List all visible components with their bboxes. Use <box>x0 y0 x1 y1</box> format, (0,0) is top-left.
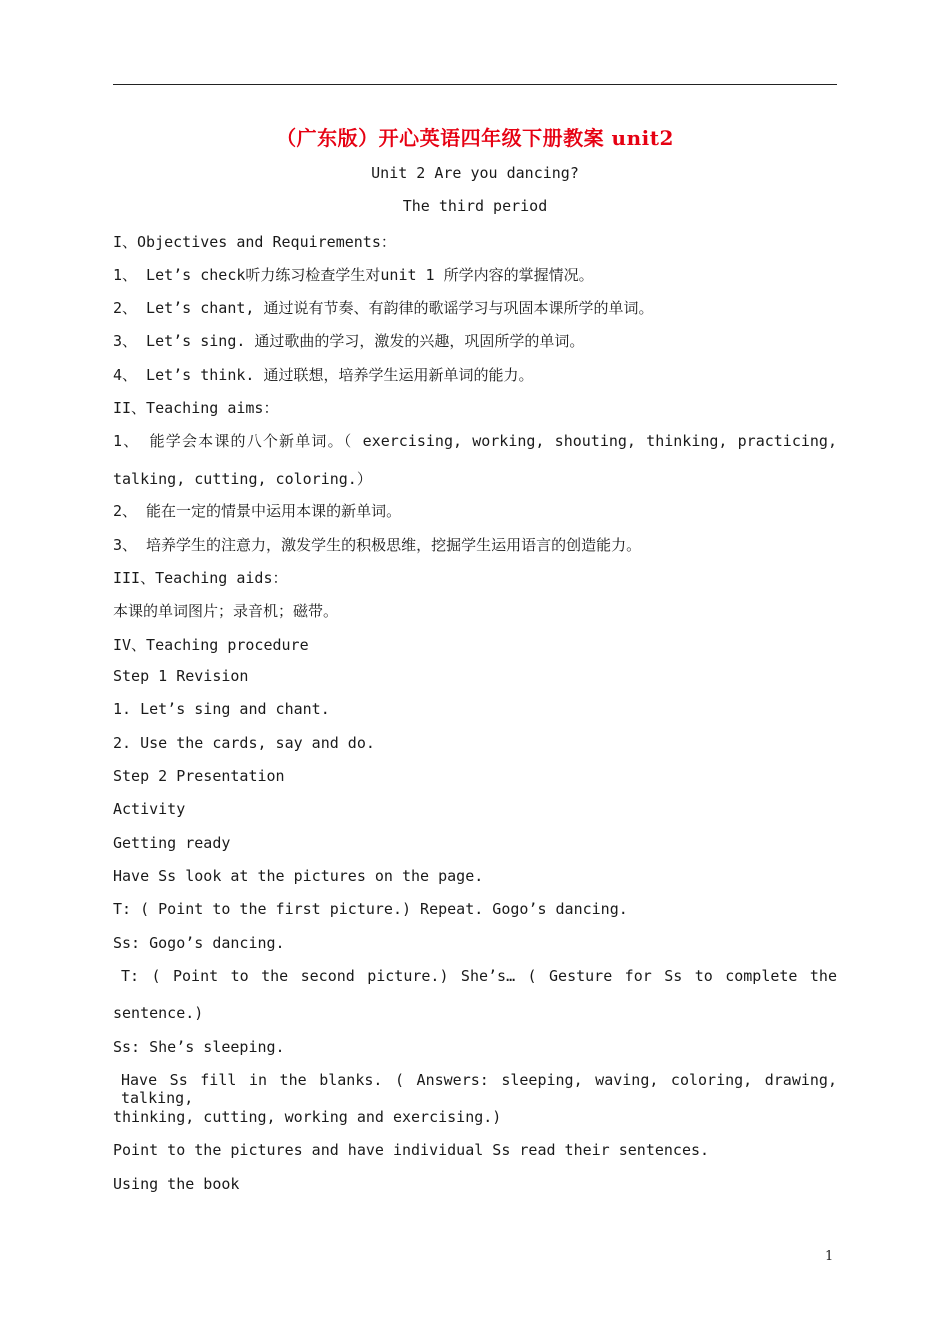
objective-item: 3、 Let’s sing. 通过歌曲的学习，激发的兴趣，巩固所学的单词。 <box>113 332 585 350</box>
procedure-text: Point to the pictures and have individual Ss read their sentences. <box>113 1141 710 1159</box>
getting-ready-heading: Getting ready <box>113 834 231 852</box>
objective-item: 1、 Let’s check听力练习检查学生对unit 1 所学内容的掌握情况。 <box>113 266 594 284</box>
aim-item-continued: talking, cutting, coloring.） <box>113 470 372 488</box>
activity-heading: Activity <box>113 800 186 818</box>
unit-subtitle: Unit 2 Are you dancing? <box>371 164 579 182</box>
aids-text: 本课的单词图片；录音机；磁带。 <box>113 602 339 620</box>
procedure-text-continued: sentence.) <box>113 1004 204 1022</box>
objective-item: 4、 Let’s think. 通过联想，培养学生运用新单词的能力。 <box>113 366 534 384</box>
procedure-text: Have Ss fill in the blanks. ( Answers: sleeping, waving, coloring, drawing, talking, <box>121 1071 837 1107</box>
section-heading-procedure: IV、Teaching procedure <box>113 636 309 654</box>
section-heading-aims: II、Teaching aims： <box>113 399 279 417</box>
objective-item: 2、 Let’s chant, 通过说有节奏、有韵律的歌谣学习与巩固本课所学的单词。 <box>113 299 654 317</box>
aim-item: 3、 培养学生的注意力，激发学生的积极思维，挖掘学生运用语言的创造能力。 <box>113 536 642 554</box>
procedure-text: Ss: Gogo’s dancing. <box>113 934 285 952</box>
procedure-item: 2. Use the cards, say and do. <box>113 734 375 752</box>
procedure-text: T: ( Point to the second picture.) She’s… ( Gesture for Ss to complete the <box>121 967 837 985</box>
procedure-text: Have Ss look at the pictures on the page. <box>113 867 484 885</box>
section-heading-objectives: I、Objectives and Requirements： <box>113 233 396 251</box>
procedure-text-continued: thinking, cutting, working and exercising.) <box>113 1108 502 1126</box>
procedure-item: 1. Let’s sing and chant. <box>113 700 330 718</box>
header-rule <box>113 84 837 85</box>
step-heading: Step 1 Revision <box>113 667 249 685</box>
subsection-heading: Using the book <box>113 1175 240 1193</box>
step-heading: Step 2 Presentation <box>113 767 285 785</box>
document-title: （广东版）开心英语四年级下册教案 unit2 <box>276 126 674 150</box>
period-heading: The third period <box>402 197 548 215</box>
aim-item: 2、 能在一定的情景中运用本课的新单词。 <box>113 502 402 520</box>
procedure-text: Ss: She’s sleeping. <box>113 1038 285 1056</box>
page-number: 1 <box>825 1249 834 1264</box>
aim-item: 1、 能学会本课的八个新单词。（ exercising, working, shouting, thinking, practicing, <box>113 432 837 450</box>
section-heading-aids: III、Teaching aids： <box>113 569 288 587</box>
procedure-text: T: ( Point to the first picture.) Repeat. Gogo’s dancing. <box>113 900 628 918</box>
